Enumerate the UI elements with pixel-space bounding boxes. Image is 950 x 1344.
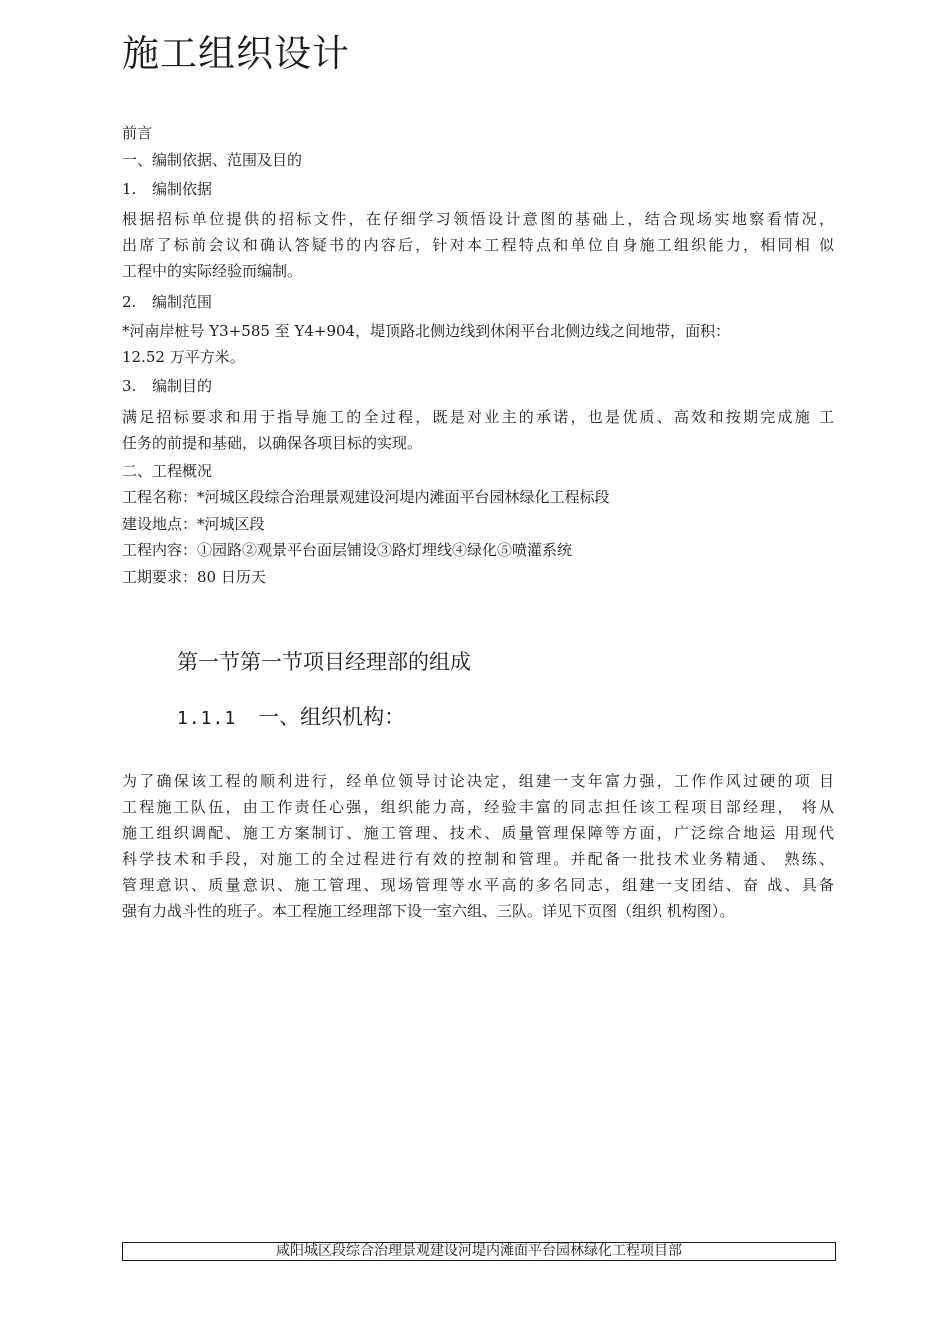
item-scope: [122, 292, 212, 312]
subsection-number: 1.1.1: [177, 708, 237, 729]
paragraph-line: 12.52 万平方米。: [122, 348, 245, 366]
purpose-paragraph: [122, 404, 834, 456]
heading-basis-scope-purpose: 一、编制依据、范围及目的: [122, 151, 303, 169]
section-title: 第一节第一节项目经理部的组成: [177, 650, 471, 674]
item-number: 2.: [122, 293, 137, 311]
subsection-title: [177, 703, 405, 733]
page-footer: 咸阳城区段综合治理景观建设河堤内滩面平台园林绿化工程项目部: [122, 1242, 836, 1261]
paragraph-line: 工程中的实际经验而编制。: [122, 262, 303, 280]
paragraph-line: 施工组织调配、施工方案制订、施工管理、技术、质量管理保障等方面，广泛综合地运 用现代: [122, 824, 834, 842]
project-content: 工程内容：①园路②观景平台面层铺设③路灯埋线④绿化⑤喷灌系统: [122, 541, 573, 559]
subsection-label: 一、组织机构：: [258, 705, 406, 729]
paragraph-line: 工程施工队伍，由工作责任心强，组织能力高，经验丰富的同志担任该工程项目部经理， 将从: [122, 798, 834, 816]
paragraph-line: 管理意识、质量意识、施工管理、现场管理等水平高的多名同志，组建一支团结、奋 战、具备: [122, 876, 834, 894]
basis-paragraph: [122, 206, 834, 284]
project-location: 建设地点：*河城区段: [122, 515, 265, 533]
organization-paragraph: [122, 768, 834, 924]
paragraph-line: 科学技术和手段，对施工的全过程进行有效的控制和管理。并配备一批技术业务精通、 熟练、: [122, 850, 834, 868]
heading-project-overview: 二、工程概况: [122, 462, 213, 480]
item-label: 编制依据: [152, 180, 213, 198]
item-label: 编制范围: [152, 293, 213, 311]
project-name: 工程名称：*河城区段综合治理景观建设河堤内滩面平台园林绿化工程标段: [122, 488, 610, 506]
paragraph-line: 满足招标要求和用于指导施工的全过程，既是对业主的承诺，也是优质、高效和按期完成施 工: [122, 408, 834, 426]
paragraph-line: 为了确保该工程的顺利进行，经单位领导讨论决定，组建一支年富力强，工作作风过硬的项 目: [122, 772, 834, 790]
item-number: 3.: [122, 377, 137, 395]
item-purpose: [122, 376, 212, 396]
paragraph-line: 任务的前提和基础，以确保各项目标的实现。: [122, 434, 423, 452]
item-label: 编制目的: [152, 377, 213, 395]
item-number: 1.: [122, 180, 137, 198]
document-title: 施工组织设计: [122, 32, 350, 75]
paragraph-line: 根据招标单位提供的招标文件，在仔细学习领悟设计意图的基础上，结合现场实地察看情况，: [122, 210, 834, 228]
item-basis: [122, 179, 212, 199]
scope-paragraph: [122, 318, 834, 370]
preface-heading: 前言: [122, 124, 153, 142]
paragraph-line: 出席了标前会议和确认答疑书的内容后，针对本工程特点和单位自身施工组织能力，相同相 似: [122, 236, 834, 254]
project-period: 工期要求：80 日历天: [122, 568, 266, 586]
paragraph-line: *河南岸桩号 Y3+585 至 Y4+904，堤顶路北侧边线到休闲平台北侧边线之间地带，面积：: [122, 322, 731, 340]
paragraph-line: 强有力战斗性的班子。本工程施工经理部下设一室六组、三队。详见下页图（组织 机构图）。: [122, 902, 735, 920]
